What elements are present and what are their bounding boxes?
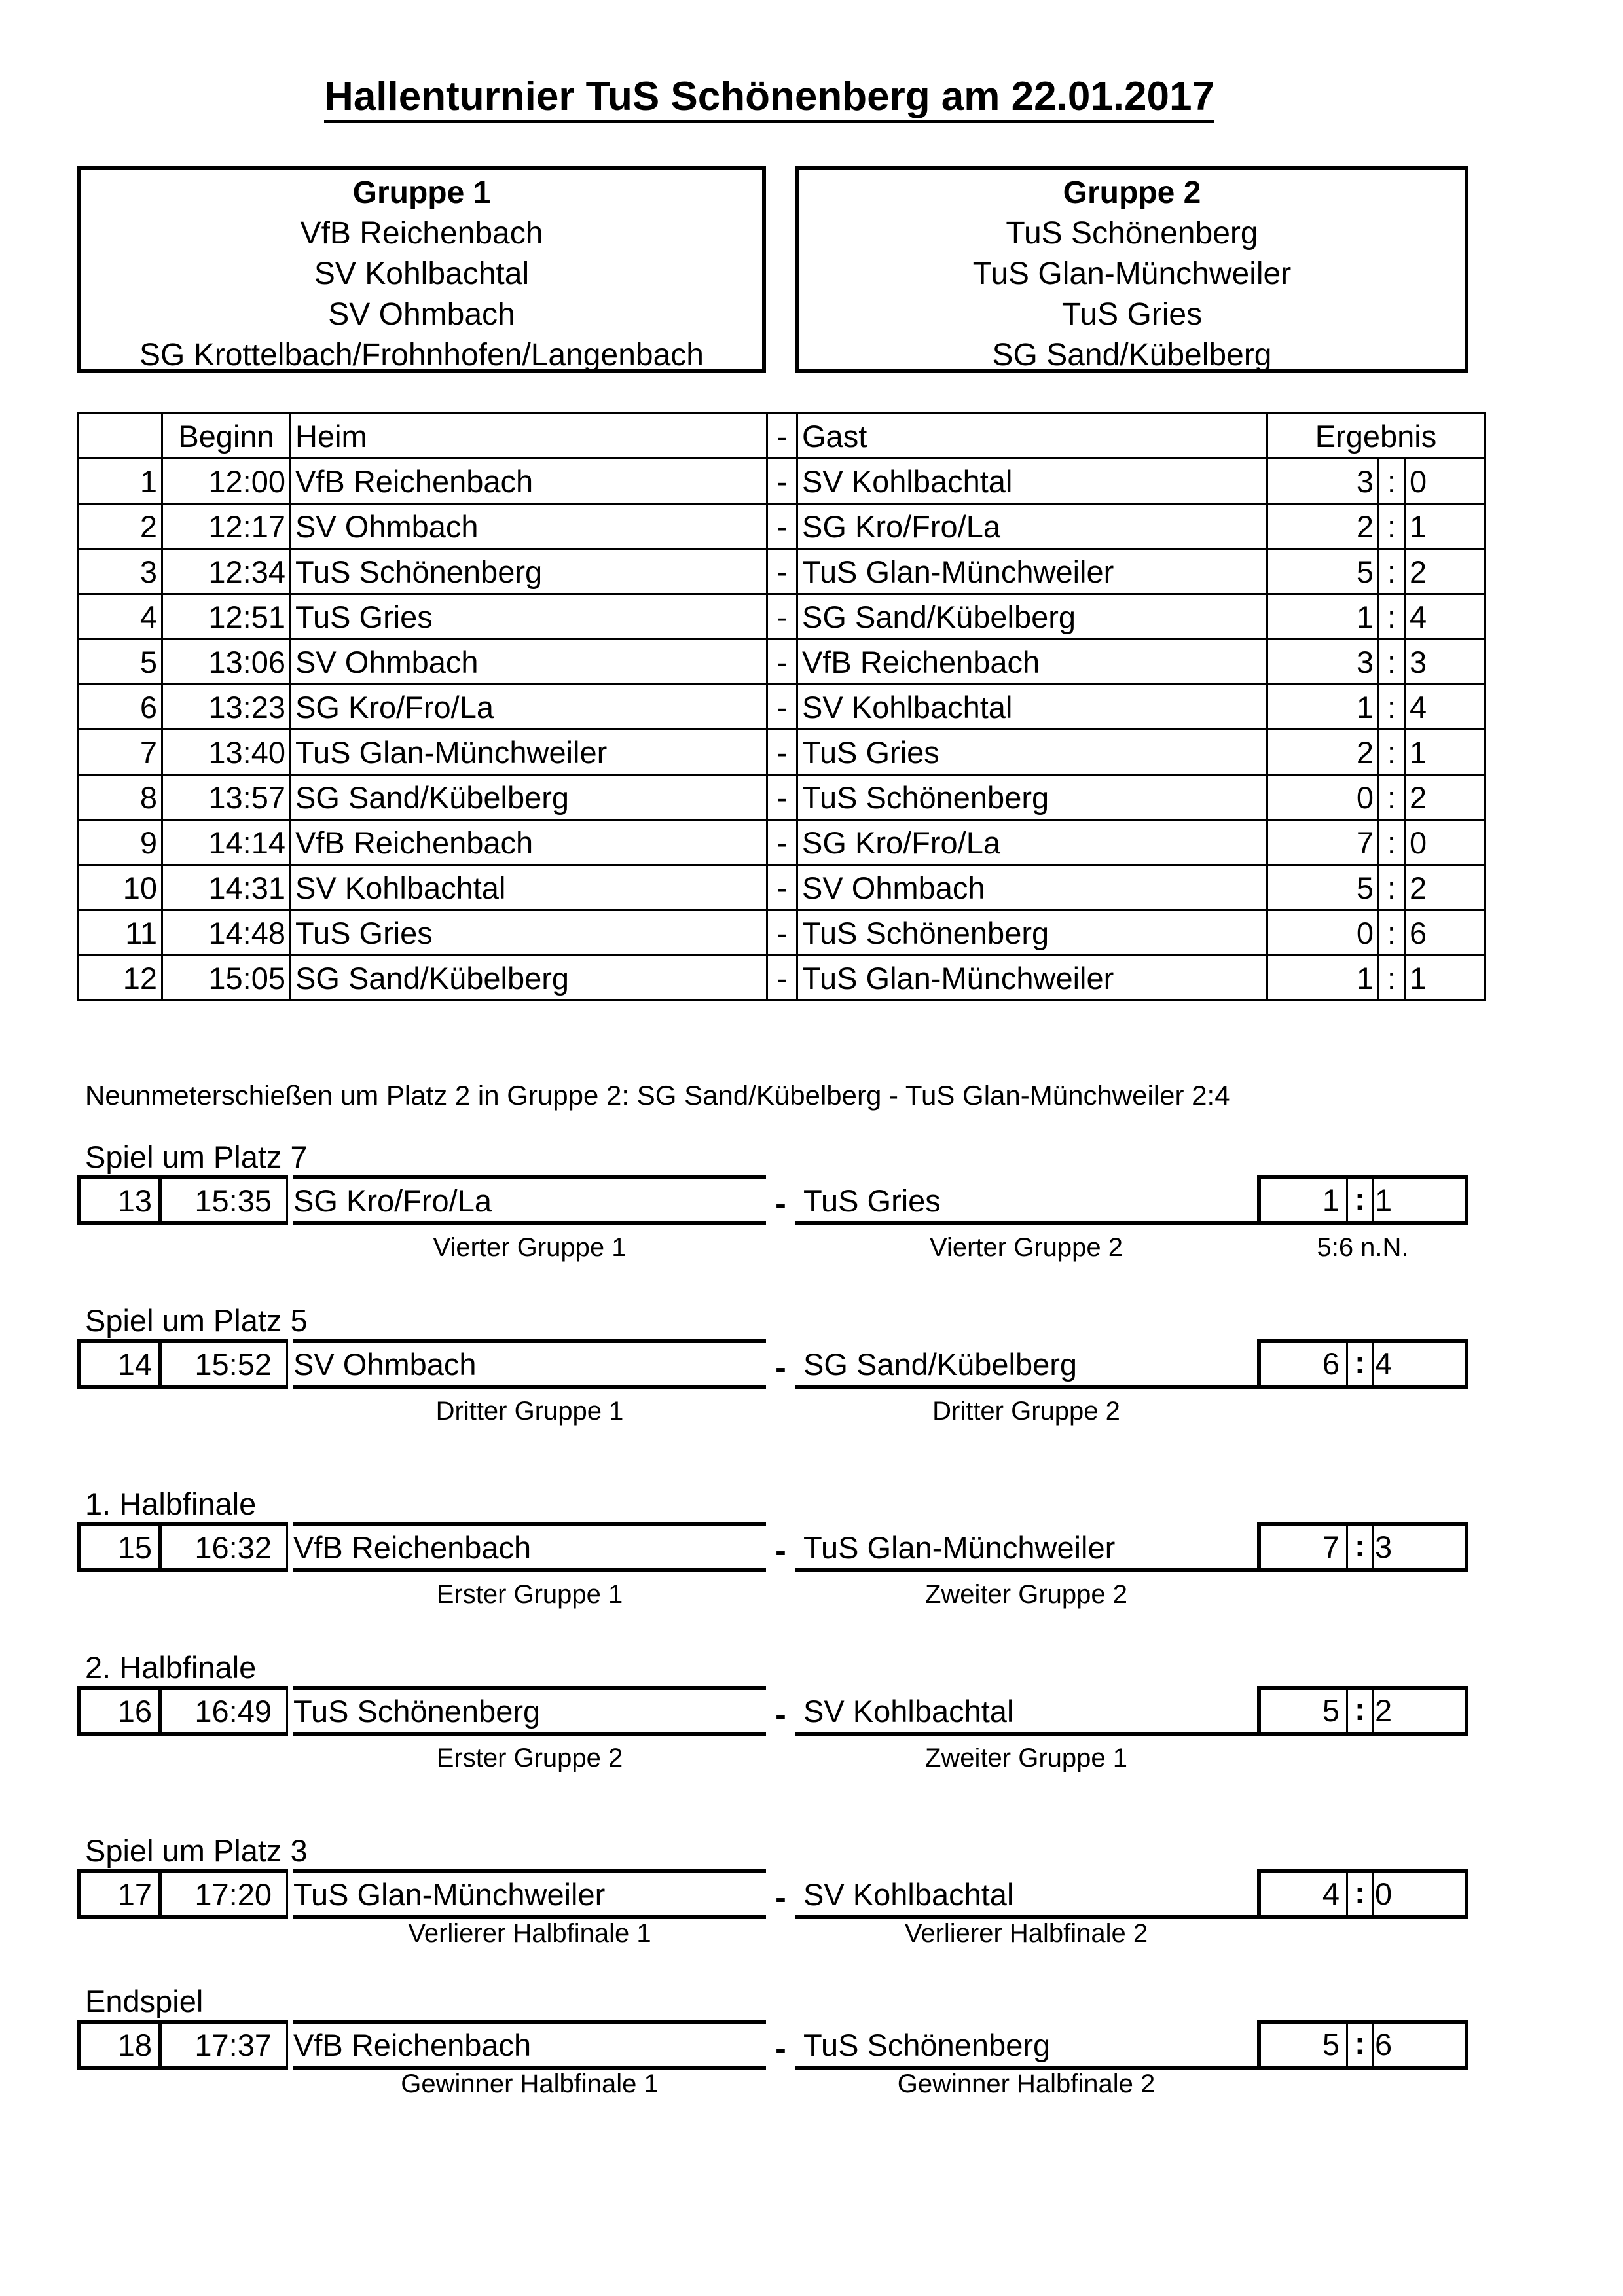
separator: - [775,1185,786,1222]
separator: - [767,459,797,504]
match-time: 15:52 [158,1339,288,1389]
away-score: 6 [1405,910,1485,956]
final-match [77,1833,1468,1964]
home-team: SV Kohlbachtal [291,865,767,910]
home-score: 5 [1322,2027,1340,2062]
group-team: TuS Schönenberg [1006,216,1258,251]
away-score: 4 [1405,594,1485,639]
score-colon: : [1379,956,1405,1001]
page-title [0,73,1539,120]
away-team: VfB Reichenbach [797,639,1267,685]
table-row [79,639,1485,685]
home-score: 5 [1267,865,1379,910]
match-time: 12:00 [162,459,291,504]
separator: - [767,910,797,956]
separator: - [767,594,797,639]
match-number: 9 [79,820,162,865]
table-header-row [79,414,1485,459]
header-nr [79,414,162,459]
separator: - [775,1532,786,1569]
separator: - [775,2030,786,2066]
match-number: 7 [79,730,162,775]
penalty-note: Neunmeterschießen um Platz 2 in Gruppe 2: SG Sand/Kübelberg - TuS Glan-Münchweiler 2:4 [85,1080,1230,1111]
header-heim: Heim [291,414,767,459]
separator: - [767,639,797,685]
away-team: TuS Gries [795,1179,1257,1225]
away-score: 4 [1375,1346,1393,1381]
match-number: 1 [79,459,162,504]
score-colon: : [1346,1343,1374,1385]
away-team: SV Kohlbachtal [797,459,1267,504]
home-score: 1 [1322,1183,1340,1217]
table-row [79,910,1485,956]
away-qualifier: Dritter Gruppe 2 [932,1397,1120,1426]
score-colon: : [1379,459,1405,504]
home-team: VfB Reichenbach [293,2020,766,2070]
home-score: 1 [1267,956,1379,1001]
home-team: SV Ohmbach [291,504,767,549]
match-number: 11 [79,910,162,956]
group-heading: Gruppe 2 [1063,175,1201,210]
home-team: VfB Reichenbach [293,1522,766,1572]
home-team: TuS Schönenberg [291,549,767,594]
match-number: 12 [79,956,162,1001]
home-score: 3 [1267,459,1379,504]
score-box [1257,1175,1468,1225]
away-team: TuS Glan-Münchweiler [795,1526,1257,1572]
match-time: 13:06 [162,639,291,685]
group-team: TuS Glan-Münchweiler [972,257,1292,291]
away-score: 6 [1375,2027,1393,2062]
group-1-box [77,166,766,373]
match-number: 2 [79,504,162,549]
away-team: SV Kohlbachtal [795,1873,1257,1919]
away-qualifier: Zweiter Gruppe 1 [924,1744,1128,1772]
match-time: 13:23 [162,685,291,730]
away-team: SV Ohmbach [797,865,1267,910]
away-qualifier: Gewinner Halbfinale 2 [897,2070,1156,2098]
score-box [1257,1522,1468,1572]
group-team: TuS Gries [1061,297,1203,332]
away-score: 2 [1375,1693,1393,1728]
away-team: TuS Gries [797,730,1267,775]
score-box [1257,1869,1468,1919]
home-score: 5 [1267,549,1379,594]
away-team: SV Kohlbachtal [797,685,1267,730]
home-score: 1 [1267,594,1379,639]
group-team: SG Sand/Kübelberg [992,338,1272,372]
score-colon: : [1346,1526,1374,1568]
score-colon: : [1379,775,1405,820]
match-time: 13:57 [162,775,291,820]
home-score: 2 [1267,504,1379,549]
separator: - [775,1879,786,1916]
match-number: 14 [77,1339,162,1389]
final-match [77,1302,1468,1433]
away-team: SG Sand/Kübelberg [797,594,1267,639]
match-number: 10 [79,865,162,910]
header-ergebnis: Ergebnis [1267,414,1485,459]
away-score: 2 [1405,549,1485,594]
away-team: SG Sand/Kübelberg [795,1343,1257,1389]
home-score: 0 [1267,910,1379,956]
match-title: 1. Halbfinale [85,1486,257,1521]
separator: - [767,956,797,1001]
match-time: 14:31 [162,865,291,910]
home-score: 0 [1267,775,1379,820]
home-team: VfB Reichenbach [291,820,767,865]
separator: - [767,685,797,730]
away-score: 1 [1405,730,1485,775]
home-score: 7 [1322,1530,1340,1564]
home-team: SV Ohmbach [293,1339,766,1389]
score-colon: : [1346,1873,1374,1915]
match-number: 8 [79,775,162,820]
score-box [1257,2020,1468,2070]
table-row [79,504,1485,549]
away-score: 2 [1405,775,1485,820]
score-colon: : [1379,685,1405,730]
score-colon: : [1379,865,1405,910]
schedule-table [77,412,1486,1001]
home-qualifier: Erster Gruppe 2 [436,1744,623,1772]
home-team: VfB Reichenbach [291,459,767,504]
table-row [79,459,1485,504]
away-score: 1 [1405,504,1485,549]
away-team: TuS Schönenberg [797,775,1267,820]
match-time: 12:51 [162,594,291,639]
home-team: TuS Schönenberg [293,1686,766,1736]
home-team: SG Kro/Fro/La [293,1175,766,1225]
match-title: Spiel um Platz 3 [85,1833,308,1868]
separator: - [767,504,797,549]
match-number: 5 [79,639,162,685]
final-match [77,1139,1468,1270]
away-score: 2 [1405,865,1485,910]
home-score: 4 [1322,1876,1340,1911]
home-team: SG Kro/Fro/La [291,685,767,730]
match-title: Endspiel [85,1984,204,2018]
header-gast: Gast [797,414,1267,459]
match-number: 17 [77,1869,162,1919]
table-row [79,775,1485,820]
table-row [79,820,1485,865]
group-2-box [795,166,1468,373]
score-box [1257,1339,1468,1389]
group-heading: Gruppe 1 [352,175,491,210]
table-row [79,956,1485,1001]
home-score: 3 [1267,639,1379,685]
match-time: 16:32 [158,1522,288,1572]
home-qualifier: Vierter Gruppe 1 [433,1233,627,1262]
separator: - [767,730,797,775]
match-time: 17:20 [158,1869,288,1919]
home-team: TuS Gries [291,594,767,639]
score-colon: : [1346,2024,1374,2066]
match-number: 4 [79,594,162,639]
separator: - [767,549,797,594]
group-team: SV Ohmbach [328,297,515,332]
match-number: 15 [77,1522,162,1572]
table-row [79,685,1485,730]
score-colon: : [1379,639,1405,685]
home-team: TuS Gries [291,910,767,956]
home-team: SG Sand/Kübelberg [291,775,767,820]
away-score: 0 [1405,459,1485,504]
away-qualifier: Vierter Gruppe 2 [930,1233,1123,1262]
home-score: 1 [1267,685,1379,730]
match-time: 12:34 [162,549,291,594]
match-time: 17:37 [158,2020,288,2070]
match-time: 14:48 [162,910,291,956]
away-qualifier: Zweiter Gruppe 2 [924,1580,1128,1609]
separator: - [775,1696,786,1732]
match-title: 2. Halbfinale [85,1650,257,1685]
match-number: 16 [77,1686,162,1736]
match-number: 18 [77,2020,162,2070]
final-match [77,1486,1468,1617]
score-colon: : [1379,820,1405,865]
home-team: SV Ohmbach [291,639,767,685]
match-title: Spiel um Platz 7 [85,1139,308,1174]
score-colon: : [1379,504,1405,549]
score-note: 5:6 n.N. [1317,1233,1409,1262]
away-score: 0 [1375,1876,1393,1911]
away-team: SG Kro/Fro/La [797,504,1267,549]
match-number: 6 [79,685,162,730]
away-team: TuS Schönenberg [795,2024,1257,2070]
title-text: Hallenturnier TuS Schönenberg am 22.01.2017 [324,74,1214,123]
final-match [77,1983,1468,2114]
match-time: 16:49 [158,1686,288,1736]
match-number: 13 [77,1175,162,1225]
away-team: TuS Glan-Münchweiler [797,956,1267,1001]
home-score: 6 [1322,1346,1340,1381]
header-beginn: Beginn [162,414,291,459]
score-colon: : [1346,1690,1374,1732]
away-team: TuS Glan-Münchweiler [797,549,1267,594]
home-score: 5 [1322,1693,1340,1728]
final-match [77,1649,1468,1780]
match-time: 12:17 [162,504,291,549]
away-team: TuS Schönenberg [797,910,1267,956]
away-qualifier: Verlierer Halbfinale 2 [904,1919,1148,1948]
away-team: SG Kro/Fro/La [797,820,1267,865]
home-qualifier: Dritter Gruppe 1 [435,1397,624,1426]
match-time: 15:05 [162,956,291,1001]
away-score: 4 [1405,685,1485,730]
group-team: VfB Reichenbach [300,216,543,251]
home-qualifier: Verlierer Halbfinale 1 [408,1919,651,1948]
away-score: 1 [1405,956,1485,1001]
score-box [1257,1686,1468,1736]
group-team: SG Krottelbach/Frohnhofen/Langenbach [139,338,704,372]
away-score: 0 [1405,820,1485,865]
away-score: 3 [1405,639,1485,685]
separator: - [767,775,797,820]
home-score: 7 [1267,820,1379,865]
home-team: TuS Glan-Münchweiler [293,1869,766,1919]
away-score: 1 [1375,1183,1393,1217]
away-team: SV Kohlbachtal [795,1690,1257,1736]
home-score: 2 [1267,730,1379,775]
match-title: Spiel um Platz 5 [85,1303,308,1338]
table-row [79,594,1485,639]
table-row [79,549,1485,594]
score-colon: : [1379,910,1405,956]
score-colon: : [1346,1179,1374,1221]
separator: - [775,1349,786,1386]
match-time: 14:14 [162,820,291,865]
table-row [79,730,1485,775]
match-number: 3 [79,549,162,594]
home-team: TuS Glan-Münchweiler [291,730,767,775]
separator: - [767,820,797,865]
match-time: 15:35 [158,1175,288,1225]
match-time: 13:40 [162,730,291,775]
table-row [79,865,1485,910]
home-qualifier: Erster Gruppe 1 [436,1580,623,1609]
score-colon: : [1379,594,1405,639]
home-team: SG Sand/Kübelberg [291,956,767,1001]
score-colon: : [1379,730,1405,775]
score-colon: : [1379,549,1405,594]
header-sep: - [767,414,797,459]
away-score: 3 [1375,1530,1393,1564]
home-qualifier: Gewinner Halbfinale 1 [401,2070,659,2098]
separator: - [767,865,797,910]
group-team: SV Kohlbachtal [314,257,530,291]
